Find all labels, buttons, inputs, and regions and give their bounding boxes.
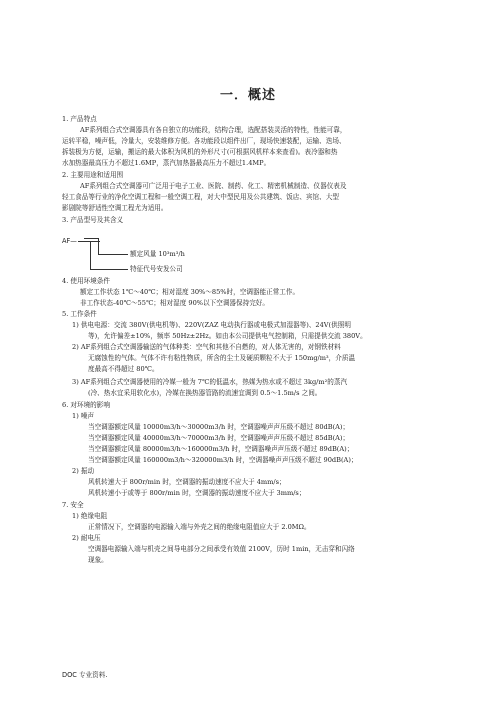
paragraph-line: 风机转速大于 800r/min 时，空调器的振动速度不应大于 4mm/s； [88,478,286,486]
section-1-heading: 1. 产品特点 [62,115,97,123]
code-leader-1 [98,254,128,255]
model-code-prefix: AF— [62,237,77,245]
list-item: 2) 耐电压 [72,534,101,542]
code-box-top [84,238,98,239]
paragraph-line: 拆装极为方便，运输，搬运的最大体积为风机的外形尺寸(可根据风机样本来查看)。表冷器和热 [62,148,338,156]
paragraph-line: 现象。 [88,556,108,564]
list-item: 1) 噪声 [72,412,95,420]
code-bracket-1 [98,238,99,254]
list-item: 2) 振动 [72,467,95,475]
paragraph-line: 当空调器额定风量 10000m3/h～30000m3/h 时，空调器噪声声压级不超过 80dB(A)； [88,423,350,431]
section-3-heading: 3. 产品型号及其含义 [62,216,124,224]
page-title: 一．概述 [219,88,276,103]
list-item-cont: 度最高不得超过 80℃。 [88,365,159,373]
list-item: 3) AF系列组合式空调器使用的冷媒一般为 7℃的低温水，热媒为热水或不超过 3kg/m²的蒸汽 [72,378,348,386]
section-5-heading: 5. 工作条件 [62,310,97,318]
rated-airflow-label: 额定风量 10³m³/h [130,250,185,258]
paragraph-line: 正常情况下，空调器的电源输入端与外壳之间的绝缘电阻值应大于 2.0MΩ。 [88,523,311,531]
paragraph-line: 风机转速小于或等于 800r/min 时，空调器的振动速度不应大于 3mm/s； [88,489,306,497]
list-item: 1) 供电电源：交流 380V(供电机等)、220V(ZAZ 电动执行器或电极式加湿器等)、24V(供照明 [72,321,351,329]
section-4-heading: 4. 使用环境条件 [62,277,110,285]
paragraph-line: 当空调器额定风量 40000m3/h～70000m3/h 时，空调器噪声声压级不超过 85dB(A)； [88,434,350,442]
list-item: 2) AF系列组合式空调器输送的气体种类：空气和其他不自燃的，对人体无害的，对钢铁材料 [72,343,341,351]
paragraph-line: 非工作状态-40℃～55℃；相对湿度 90%以下空调器保持完好。 [80,299,269,307]
paragraph-line: AF系列组合式空调器具有各自独立的功能段，结构合理，选配搭装灵活的特性，性能可靠， [80,126,347,134]
list-item-cont: (冷、热水宜采用软化水)，冷媒在换热器管路的流速宜调到 0.5～1.5m/s 之间。 [88,389,322,397]
paragraph-line: 空调器电源输入端与机壳之间导电部分之间承受有效值 2100V，历时 1min，无击穿和闪络 [88,545,355,553]
paragraph-line: 当空调器额定风量 160000m3/h～320000m3/h 时，空调器噪声声压级不超过 90dB(A)； [88,456,358,464]
section-2-heading: 2. 主要用途和适用围 [62,171,124,179]
paragraph-line: 水加热器最高压力不超过1.6MP，蒸汽加热器最高压力不超过1.4MP。 [62,159,271,167]
paragraph-line: AF系列组合式空调器可广泛用于电子工业、医院、制药、化工、精密机械制造、仪器仪表及 [80,182,347,190]
feature-code-label: 特征代号安发公司 [130,265,183,273]
section-7-heading: 7. 安全 [62,501,84,509]
paragraph-line: 影剧院等舒适性空调工程尤为适用。 [62,204,168,212]
section-6-heading: 6. 对环境的影响 [62,401,110,409]
paragraph-line: 运转平稳，噪声低，冷量大，安装维修方便。各功能段以组件出厂，现场快速装配，运输、迭场、 [62,137,346,145]
list-item: 1) 绝缘电阻 [72,512,108,520]
paragraph-line: 额定工作状态 1℃～40℃；相对湿度 30%～85%时，空调器能正常工作。 [80,288,300,296]
paragraph-line: 当空调器额定风量 80000m3/h～160000m3/h 时，空调器噪声声压级不超过 89dB(A)； [88,445,354,453]
list-item-cont: 无腐蚀性的气体。气体不许有粘性物质，所含的尘土及硬质颗粒不大于 150mg/m³，介质温 [88,354,356,362]
code-leader-2 [90,269,128,270]
page-footer: DOC 专业资料. [62,671,108,679]
list-item-cont: 等)，允许偏差±10%，频率 50Hz±2Hz。如由本公司提供电气控制箱，只需提供交流 380V。 [88,332,367,340]
paragraph-line: 轻工食品等行业的净化空调工程和一般空调工程，对大中型民用及公共建筑、饭店、宾馆、大型 [62,193,339,201]
code-bracket-2 [90,241,91,269]
code-connector [78,241,100,242]
